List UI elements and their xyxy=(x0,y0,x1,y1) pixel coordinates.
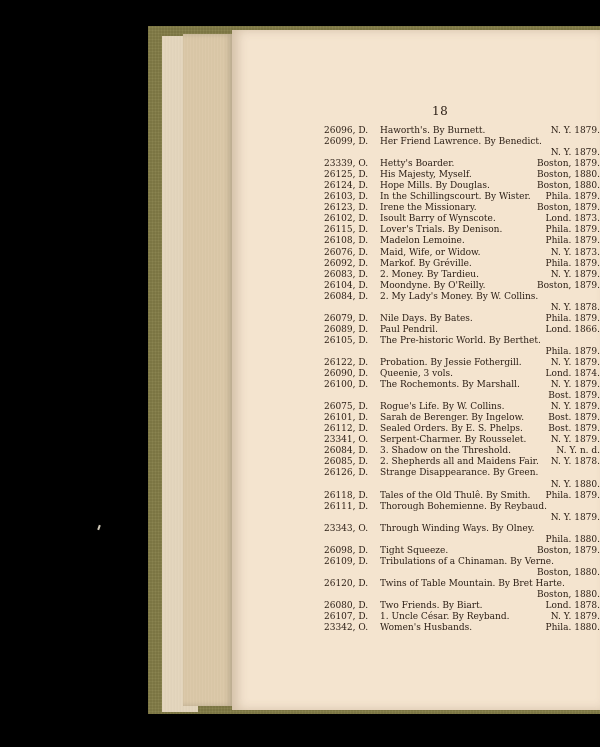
entry-number: 26105, D. xyxy=(324,335,369,346)
entry-number: 26103, D. xyxy=(324,192,369,203)
catalog-entry xyxy=(324,546,600,557)
catalog-entry xyxy=(324,159,600,170)
entry-publication: Phila. 1879. xyxy=(545,258,600,269)
catalog-entry xyxy=(324,413,600,424)
catalog-entry-continuation xyxy=(324,590,600,601)
catalog-entry xyxy=(324,170,600,181)
catalog-entry xyxy=(324,314,600,325)
entry-number: 26107, D. xyxy=(324,612,369,623)
entry-publication: N. Y. 1878. xyxy=(550,457,600,468)
entry-number: 26076, D. xyxy=(324,247,369,258)
entry-number: 26124, D. xyxy=(324,181,369,192)
entry-title: Tales of the Old Thulê. By Smith. xyxy=(380,490,531,501)
entry-publication: Lond. 1873. xyxy=(545,214,600,225)
entry-publication: Boston, 1879. xyxy=(537,545,600,556)
entry-title: 1. Uncle César. By Reyband. xyxy=(380,612,510,623)
entry-title: 2. Shepherds all and Maidens Fair. xyxy=(380,457,539,468)
entry-title: Irene the Missionary. xyxy=(380,203,477,214)
entry-title: Hope Mills. By Douglas. xyxy=(380,181,490,192)
entry-publication: N. Y. 1879. xyxy=(550,148,600,159)
entry-title: Thorough Bohemienne. By Reybaud. xyxy=(380,501,547,512)
entry-number: 26109, D. xyxy=(324,556,369,567)
entry-publication: Phila. 1880. xyxy=(545,623,600,634)
entry-title: Maid, Wife, or Widow. xyxy=(380,247,481,258)
catalog-entry xyxy=(324,491,600,502)
entry-number: 23343, O. xyxy=(324,523,369,534)
entry-publication: N. Y. 1879. xyxy=(550,512,600,523)
catalog-entry xyxy=(324,137,600,148)
catalog-entry xyxy=(324,435,600,446)
entry-publication: Boston, 1880. xyxy=(537,567,600,578)
entry-number: 26125, D. xyxy=(324,170,369,181)
catalog-entry-continuation xyxy=(324,148,600,159)
entry-title: Probation. By Jessie Fothergill. xyxy=(380,357,522,368)
entry-number: 26084, D. xyxy=(324,291,369,302)
entry-title: In the Schillingscourt. By Wister. xyxy=(380,192,531,203)
catalog-entry-continuation xyxy=(324,568,600,579)
catalog-entry xyxy=(324,457,600,468)
catalog-entry xyxy=(324,336,600,347)
entry-publication: N. Y. 1879. xyxy=(550,380,600,391)
catalog-entry xyxy=(324,225,600,236)
catalog-entry xyxy=(324,557,600,568)
entry-publication: N. Y. 1879. xyxy=(550,269,600,280)
entry-number: 23339, O. xyxy=(324,159,369,170)
entry-title: Tight Squeeze. xyxy=(380,545,449,556)
entry-number: 26115, D. xyxy=(324,225,369,236)
entry-publication: N. Y. 1879. xyxy=(550,402,600,413)
entry-number: 23342, O. xyxy=(324,623,369,634)
entry-number: 26080, D. xyxy=(324,601,369,612)
entry-number: 26123, D. xyxy=(324,203,369,214)
catalog-entry xyxy=(324,181,600,192)
catalog-entry-continuation xyxy=(324,513,600,524)
entry-number: 26085, D. xyxy=(324,457,369,468)
entry-title: His Majesty, Myself. xyxy=(380,170,472,181)
entry-publication: Phila. 1880. xyxy=(545,534,600,545)
entry-title: The Rochemonts. By Marshall. xyxy=(380,380,520,391)
entry-title: Madelon Lemoine. xyxy=(380,236,465,247)
catalog-entry xyxy=(324,468,600,479)
entry-publication: Phila. 1879. xyxy=(545,490,600,501)
entry-title: Her Friend Lawrence. By Benedict. xyxy=(380,137,542,148)
entry-title: Two Friends. By Biart. xyxy=(380,601,483,612)
entry-title: Serpent-Charmer. By Rousselet. xyxy=(380,435,527,446)
catalog-entry xyxy=(324,524,600,535)
entry-publication: N. Y. 1879. xyxy=(550,435,600,446)
catalog-entry xyxy=(324,446,600,457)
entry-publication: Phila. 1879. xyxy=(545,225,600,236)
entry-number: 26122, D. xyxy=(324,357,369,368)
catalog-entry xyxy=(324,623,600,634)
book-page xyxy=(232,30,600,710)
catalog-entry xyxy=(324,579,600,590)
entry-title: Women's Husbands. xyxy=(380,623,473,634)
catalog-entry xyxy=(324,236,600,247)
entry-publication: Phila. 1879. xyxy=(545,346,600,357)
entry-publication: Lond. 1878. xyxy=(545,601,600,612)
entry-title: Markof. By Gréville. xyxy=(380,258,472,269)
entry-publication: Phila. 1879. xyxy=(545,236,600,247)
entry-publication: Boston, 1880. xyxy=(537,181,600,192)
entry-title: Hetty's Boarder. xyxy=(380,159,455,170)
catalog-entry-continuation xyxy=(324,480,600,491)
catalog-entry-continuation xyxy=(324,535,600,546)
entry-number: 26079, D. xyxy=(324,313,369,324)
entry-publication: Lond. 1866. xyxy=(545,324,600,335)
entry-number: 26098, D. xyxy=(324,545,369,556)
catalog-entry xyxy=(324,203,600,214)
entry-publication: N. Y. 1879. xyxy=(550,612,600,623)
catalog-entry-continuation xyxy=(324,347,600,358)
entry-number: 26089, D. xyxy=(324,324,369,335)
catalog-entry xyxy=(324,358,600,369)
catalog-entry xyxy=(324,325,600,336)
entry-publication: Boston, 1879. xyxy=(537,159,600,170)
catalog-entry-continuation xyxy=(324,391,600,402)
catalog-entries xyxy=(324,126,600,634)
entry-number: 26102, D. xyxy=(324,214,369,225)
entry-title: 3. Shadow on the Threshold. xyxy=(380,446,511,457)
entry-publication: N. Y. 1879. xyxy=(550,126,600,136)
entry-number: 26083, D. xyxy=(324,269,369,280)
entry-title: Haworth's. By Burnett. xyxy=(380,126,486,136)
entry-number: 23341, O. xyxy=(324,435,369,446)
entry-publication: Boston, 1879. xyxy=(537,280,600,291)
catalog-entry xyxy=(324,281,600,292)
entry-publication: Bost. 1879. xyxy=(548,424,600,435)
entry-title: Isoult Barry of Wynscote. xyxy=(380,214,496,225)
page-number: 18 xyxy=(432,104,449,118)
catalog-entry xyxy=(324,214,600,225)
entry-title: 2. My Lady's Money. By W. Collins. xyxy=(380,291,539,302)
catalog-entry-continuation xyxy=(324,303,600,314)
entry-publication: N. Y. n. d. xyxy=(556,446,600,457)
entry-publication: Phila. 1879. xyxy=(545,192,600,203)
entry-title: Sealed Orders. By E. S. Phelps. xyxy=(380,424,523,435)
entry-number: 26118, D. xyxy=(324,490,369,501)
entry-number: 26084, D. xyxy=(324,446,369,457)
entry-number: 26100, D. xyxy=(324,380,369,391)
entry-publication: Phila. 1879. xyxy=(545,313,600,324)
entry-title: 2. Money. By Tardieu. xyxy=(380,269,479,280)
entry-title: Lover's Trials. By Denison. xyxy=(380,225,503,236)
entry-publication: N. Y. 1873. xyxy=(550,247,600,258)
entry-number: 26101, D. xyxy=(324,413,369,424)
entry-title: Through Winding Ways. By Olney. xyxy=(380,523,535,534)
entry-number: 26092, D. xyxy=(324,258,369,269)
entry-publication: Bost. 1879. xyxy=(548,413,600,424)
entry-number: 26096, D. xyxy=(324,126,369,136)
entry-number: 26111, D. xyxy=(324,501,369,512)
catalog-entry xyxy=(324,601,600,612)
catalog-entry xyxy=(324,380,600,391)
catalog-entry xyxy=(324,126,600,137)
entry-publication: Boston, 1880. xyxy=(537,170,600,181)
catalog-entry xyxy=(324,369,600,380)
entry-title: Tribulations of a Chinaman. By Verne. xyxy=(380,556,554,567)
entry-number: 26090, D. xyxy=(324,369,369,380)
entry-number: 26075, D. xyxy=(324,402,369,413)
entry-title: Twins of Table Mountain. By Bret Harte. xyxy=(380,578,565,589)
catalog-entry xyxy=(324,292,600,303)
page-edges-inner xyxy=(183,34,233,706)
catalog-entry xyxy=(324,402,600,413)
entry-title: The Pre-historic World. By Berthet. xyxy=(380,335,541,346)
entry-publication: Bost. 1879. xyxy=(548,391,600,402)
catalog-entry xyxy=(324,502,600,513)
entry-title: Moondyne. By O'Reilly. xyxy=(380,280,486,291)
dust-speck xyxy=(97,525,101,530)
entry-number: 26108, D. xyxy=(324,236,369,247)
entry-number: 26126, D. xyxy=(324,468,369,479)
catalog-entry xyxy=(324,259,600,270)
catalog-entry xyxy=(324,270,600,281)
catalog-entry xyxy=(324,192,600,203)
entry-number: 26104, D. xyxy=(324,280,369,291)
entry-title: Sarah de Berenger. By Ingelow. xyxy=(380,413,525,424)
entry-title: Rogue's Life. By W. Collins. xyxy=(380,402,505,413)
entry-publication: Boston, 1879. xyxy=(537,203,600,214)
entry-publication: Boston, 1880. xyxy=(537,589,600,600)
entry-number: 26112, D. xyxy=(324,424,369,435)
entry-publication: N. Y. 1879. xyxy=(550,357,600,368)
catalog-entry xyxy=(324,612,600,623)
catalog-entry xyxy=(324,424,600,435)
entry-title: Queenie, 3 vols. xyxy=(380,369,453,380)
entry-number: 26120, D. xyxy=(324,578,369,589)
catalog-entry xyxy=(324,248,600,259)
entry-title: Strange Disappearance. By Green. xyxy=(380,468,539,479)
entry-title: Paul Pendril. xyxy=(380,324,439,335)
entry-publication: N. Y. 1878. xyxy=(550,302,600,313)
entry-publication: N. Y. 1880. xyxy=(550,479,600,490)
entry-title: Nile Days. By Bates. xyxy=(380,313,473,324)
entry-number: 26099, D. xyxy=(324,137,369,148)
entry-publication: Lond. 1874. xyxy=(545,369,600,380)
